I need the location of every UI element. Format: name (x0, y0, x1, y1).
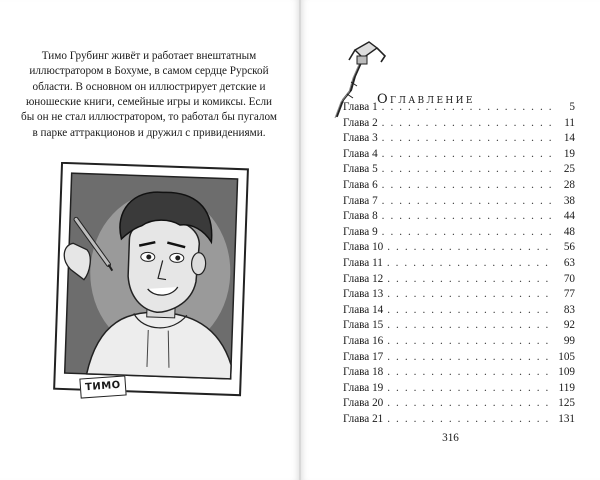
toc-page-number: 19 (563, 147, 575, 160)
toc-dot-leader (387, 334, 553, 350)
toc-dot-leader (382, 225, 553, 241)
toc-page-number: 92 (563, 319, 575, 332)
toc-entry[interactable] (343, 225, 575, 241)
toc-entry[interactable] (343, 209, 575, 225)
toc-chapter-label: Глава 16 (343, 334, 384, 347)
toc-chapter-label: Глава 12 (343, 272, 384, 285)
toc-dot-leader (382, 162, 553, 178)
toc-dot-leader (382, 178, 553, 194)
toc-chapter-label: Глава 15 (343, 319, 384, 332)
page-number: 316 (442, 432, 459, 444)
toc-chapter-label: Глава 5 (343, 163, 378, 176)
toc-dot-leader (382, 131, 553, 147)
toc-page-number: 44 (563, 210, 575, 223)
toc-chapter-label: Глава 7 (343, 194, 378, 207)
right-page (301, 0, 600, 480)
toc-entry[interactable] (343, 272, 575, 288)
toc-chapter-label: Глава 3 (343, 132, 378, 145)
toc-entry[interactable] (343, 318, 575, 334)
toc-entry[interactable] (343, 381, 575, 397)
toc-entry[interactable] (343, 396, 575, 412)
toc-chapter-label: Глава 21 (343, 412, 384, 425)
toc-entry[interactable] (343, 131, 575, 147)
toc-chapter-label: Глава 10 (343, 241, 384, 254)
left-page (0, 0, 299, 480)
toc-page-number: 5 (569, 101, 575, 113)
toc-dot-leader (387, 287, 553, 303)
toc-dot-leader (387, 365, 553, 381)
toc-page-number: 109 (558, 366, 575, 379)
toc-entry[interactable] (343, 287, 575, 303)
toc-list (343, 100, 575, 427)
toc-page-number: 11 (564, 116, 575, 129)
toc-chapter-label: Глава 19 (343, 381, 384, 394)
toc-page-number: 77 (563, 288, 575, 301)
toc-entry[interactable] (343, 240, 575, 256)
toc-dot-leader (387, 396, 553, 412)
toc-page-number: 38 (563, 194, 575, 207)
toc-chapter-label: Глава 14 (343, 303, 384, 316)
toc-page-number: 131 (558, 412, 575, 425)
toc-page-number: 25 (563, 163, 575, 176)
toc-page-number: 125 (558, 397, 575, 410)
toc-page-number: 83 (563, 303, 575, 316)
toc-entry[interactable] (343, 147, 575, 163)
toc-entry[interactable] (343, 365, 575, 381)
toc-chapter-label: Глава 2 (343, 116, 378, 129)
toc-entry[interactable] (343, 162, 575, 178)
toc-dot-leader (387, 381, 553, 397)
toc-dot-leader (382, 209, 553, 225)
toc-chapter-label: Глава 8 (343, 210, 378, 223)
toc-dot-leader (387, 240, 553, 256)
toc-page-number: 48 (563, 225, 575, 238)
toc-dot-leader (382, 194, 553, 210)
toc-chapter-label: Глава 20 (343, 397, 384, 410)
toc-page-number: 56 (563, 241, 575, 254)
toc-page-number: 14 (563, 132, 575, 145)
toc-page-number: 105 (558, 350, 575, 363)
toc-dot-leader (387, 318, 553, 334)
toc-page-number: 63 (563, 256, 575, 269)
toc-chapter-label: Глава 4 (343, 147, 378, 160)
toc-chapter-label: Глава 13 (343, 288, 384, 301)
toc-chapter-label: Глава 11 (343, 256, 383, 269)
toc-entry[interactable] (343, 256, 575, 272)
toc-dot-leader (387, 412, 553, 428)
toc-dot-leader (382, 116, 553, 132)
toc-entry[interactable] (343, 350, 575, 366)
toc-entry[interactable] (343, 194, 575, 210)
toc-entry[interactable] (343, 303, 575, 319)
toc-chapter-label: Глава 9 (343, 225, 378, 238)
toc-dot-leader (382, 147, 553, 163)
toc-entry[interactable] (343, 412, 575, 428)
toc-page-number: 28 (563, 178, 575, 191)
toc-page-number: 119 (558, 381, 575, 394)
toc-dot-leader (382, 100, 553, 116)
toc-dot-leader (387, 272, 553, 288)
toc-page-number: 70 (563, 272, 575, 285)
author-bio: Тимо Грубинг живёт и работает внештатным иллюстратором в Бохуме, в самом сердце Рурской области. В основном он иллюстрирует детские и юношеские книги, семейные игры и комиксы. Если бы он не стал иллюстратором, то работал бы пугалом в парке аттракционов и дружил с привидениями. (21, 50, 277, 139)
toc-chapter-label: Глава 18 (343, 366, 384, 379)
toc-dot-leader (387, 256, 553, 272)
portrait-name-tag: ТИМО (79, 375, 126, 398)
author-portrait (50, 162, 250, 398)
toc-dot-leader (387, 350, 553, 366)
toc-entry[interactable] (343, 116, 575, 132)
toc-chapter-label: Глава 6 (343, 178, 378, 191)
toc-chapter-label: Глава 1 (343, 101, 378, 113)
toc-title: Оглавление (377, 92, 475, 107)
toc-entry[interactable] (343, 100, 575, 116)
toc-entry[interactable] (343, 334, 575, 350)
toc-entry[interactable] (343, 178, 575, 194)
toc-chapter-label: Глава 17 (343, 350, 384, 363)
toc-dot-leader (387, 303, 553, 319)
portrait-drawing (50, 162, 250, 398)
toc-page-number: 99 (563, 334, 575, 347)
